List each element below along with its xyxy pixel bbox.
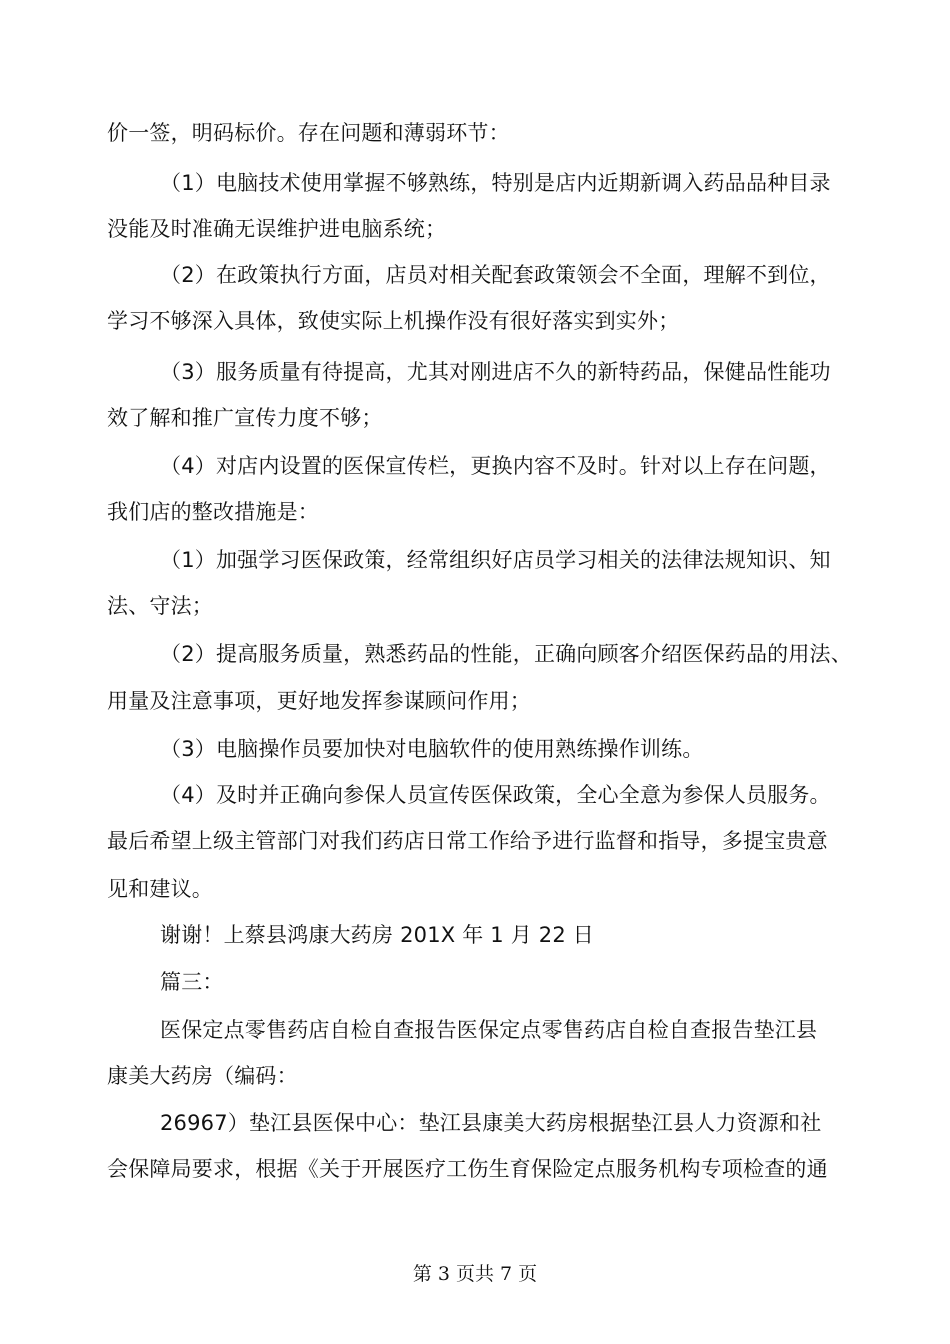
text-line: （1）加强学习医保政策，经常组织好店员学习相关的法律法规知识、知 xyxy=(160,548,831,572)
text-line: （4）对店内设置的医保宣传栏，更换内容不及时。针对以上存在问题， xyxy=(160,454,831,478)
text-line: 会保障局要求，根据《关于开展医疗工伤生育保险定点服务机构专项检查的通 xyxy=(107,1157,828,1181)
text-line: （3）电脑操作员要加快对电脑软件的使用熟练操作训练。 xyxy=(160,737,704,761)
text-line: 26967）垫江县医保中心：垫江县康美大药房根据垫江县人力资源和社 xyxy=(160,1111,822,1135)
text-line: （3）服务质量有待提高，尤其对刚进店不久的新特药品，保健品性能功 xyxy=(160,360,831,384)
text-line: 篇三： xyxy=(160,970,224,994)
text-line: 谢谢！上蔡县鸿康大药房 201X 年 1 月 22 日 xyxy=(160,923,595,947)
text-line: 法、守法； xyxy=(107,594,213,618)
text-line: （2）提高服务质量，熟悉药品的性能，正确向顾客介绍医保药品的用法、 xyxy=(160,642,852,666)
text-line: （4）及时并正确向参保人员宣传医保政策，全心全意为参保人员服务。 xyxy=(160,783,831,807)
text-line: 我们店的整改措施是： xyxy=(107,500,319,524)
text-line: 最后希望上级主管部门对我们药店日常工作给予进行监督和指导，多提宝贵意 xyxy=(107,829,828,853)
text-line: 康美大药房（编码： xyxy=(107,1064,298,1088)
text-line: （1）电脑技术使用掌握不够熟练，特别是店内近期新调入药品品种目录 xyxy=(160,171,831,195)
text-line: 学习不够深入具体，致使实际上机操作没有很好落实到实外； xyxy=(107,309,680,333)
text-line: 医保定点零售药店自检自查报告医保定点零售药店自检自查报告垫江县 xyxy=(160,1018,818,1042)
text-line: 见和建议。 xyxy=(107,877,213,901)
text-line: 没能及时准确无误维护进电脑系统； xyxy=(107,217,447,241)
page-number: 第 3 页共 7 页 xyxy=(412,1263,538,1285)
text-line: 价一签，明码标价。存在问题和薄弱环节： xyxy=(107,121,510,145)
text-line: （2）在政策执行方面，店员对相关配套政策领会不全面，理解不到位， xyxy=(160,263,831,287)
text-line: 效了解和推广宣传力度不够； xyxy=(107,406,383,430)
text-line: 用量及注意事项，更好地发挥参谋顾问作用； xyxy=(107,689,531,713)
